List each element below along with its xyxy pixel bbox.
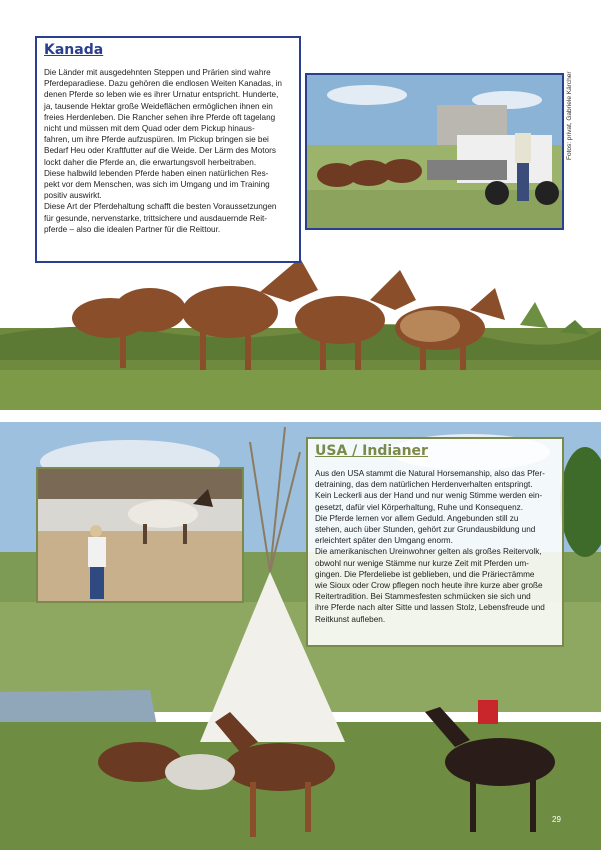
- usa-indianer-info-box: [306, 437, 564, 647]
- pickup-truck-photo: [305, 73, 564, 230]
- running-horses-photo: [0, 240, 601, 410]
- kanada-heading: Kanada: [44, 42, 104, 58]
- kanada-body-text: Die Länder mit ausgedehnten Steppen und Prärien sind wahre Pferdeparadiese. Dazu gehören die endlosen Weiten Kanadas, in denen Pferde so leben wie es ihrer Urnatur entspricht. Hunderte, ja, tausende Hektar große Weideflächen ermöglichen ihnen ein freies Herdenleben. Die Rancher sehen ihre Pferde oft tagelang nicht und müssen mit dem Quad oder dem Pickup hinaus- fahren, um ihre Pferde aufzuspüren. Im Pickup bringen sie bei Bedarf Heu oder Kraftfutter auf die Weide. Der Lärm des Motors lockt daher die Pferde an, die erwartungsvoll herbeitraben. Diese halbwild lebenden Pferde haben einen natürlichen Res- pekt vor dem Menschen, was sich im Umgang und im Training positiv auswirkt. Diese Art der Pferdehaltung schafft die besten Voraussetzungen für gesunde, nervenstarke, trittsichere und ausdauernde Reit- pferde – also die idealen Partner für die Reittour.: [44, 68, 282, 234]
- corral-training-photo: [36, 467, 244, 603]
- usa-indianer-body-text: Aus den USA stammt die Natural Horsemanship, also das Pfer- detraining, das dem natürlichen Herdenverhalten entspringt. Kein Leckerli aus der Hand und nur wenig Stimme werden ein- gesetzt, dafür viel Körperhaltung, Ruhe und Konsequenz. Die Pferde lernen vor allem Geduld. Angebunden still zu stehen, auch über Stunden, gehört zur Grundausbildung und erleichtert später den Umgang enorm. Die amerikanischen Ureinwohner gelten als großes Reitervolk, obwohl nur wenige Stämme nur kurze Zeit mit Pferden um- gingen. Die Pferdeliebe ist geblieben, und die Prärieстämme wie Sioux oder Crow pflegen noch heute ihre kurze aber große Reitertradition. Bei Stammesfesten schmücken sie sich und ihre Pferde nach alter Sitte und lassen Stolz, Lebensfreude und Reitkunst aufleben.: [315, 469, 545, 624]
- usa-indianer-heading: USA / Indianer: [315, 443, 428, 459]
- photo-credit: [566, 50, 578, 160]
- photo-credit-text: Fotos: privat, Gabriele Kärcher: [566, 71, 573, 160]
- page-number: 29: [552, 815, 561, 824]
- kanada-info-box: [35, 36, 301, 263]
